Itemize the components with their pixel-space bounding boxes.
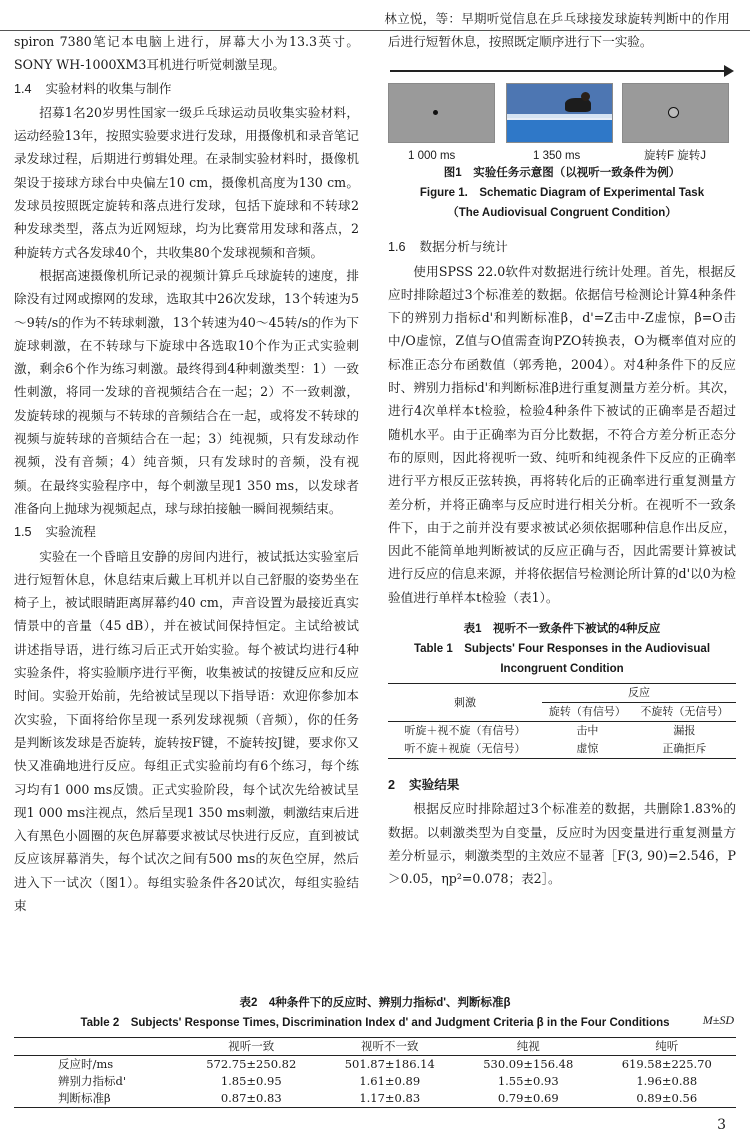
fixation-dot-icon bbox=[433, 110, 438, 115]
table-row bbox=[14, 1056, 736, 1074]
table-header-cell: 纯听 bbox=[598, 1038, 737, 1056]
table-cell: 击中 bbox=[576, 724, 599, 738]
table-cell: 1.17±0.83 bbox=[359, 1091, 421, 1105]
table-cell: 572.75±250.82 bbox=[206, 1057, 297, 1071]
stimulus-video-frame bbox=[506, 83, 613, 143]
section-title: 实验材料的收集与制作 bbox=[45, 80, 172, 96]
table-1-grid bbox=[388, 683, 736, 759]
right-column bbox=[388, 30, 736, 891]
table-cell: 听旋＋视不旋（有信号） bbox=[404, 724, 526, 738]
page-number: 3 bbox=[717, 1117, 726, 1133]
table-header-row bbox=[14, 1038, 736, 1056]
table-cell: 501.87±186.14 bbox=[344, 1057, 435, 1071]
table-tennis-table-shape bbox=[507, 118, 612, 143]
section-heading-1-6 bbox=[388, 235, 736, 259]
table-1-caption-en-sub: Incongruent Condition bbox=[500, 663, 624, 676]
table-row bbox=[14, 1090, 736, 1108]
table-header-cell: 视听不一致 bbox=[321, 1038, 460, 1056]
table-header-cell: 视听一致 bbox=[182, 1038, 321, 1056]
stimulus-duration-label: 1 350 ms bbox=[533, 150, 581, 163]
table-2 bbox=[14, 993, 736, 1108]
table-cell: 1.61±0.89 bbox=[359, 1074, 421, 1088]
paragraph: spiron 7380笔记本电脑上进行，屏幕大小为13.3英寸。SONY WH-1000XM3耳机进行听觉刺激呈现。 bbox=[14, 34, 359, 73]
table-cell: 1.55±0.93 bbox=[497, 1074, 559, 1088]
table-2-caption-cn: 表2 4种条件下的反应时、辨别力指标d'、判断标准β bbox=[239, 997, 511, 1009]
timeline-arrow-head-icon bbox=[724, 65, 734, 77]
table-cell: 正确拒斥 bbox=[662, 742, 707, 756]
table-cell: 虚惊 bbox=[576, 742, 599, 756]
paragraph: 根据反应时排除超过3个标准差的数据，共删除1.83%的数据。以刺激类型为自变量，反应时为因变量进行重复测量方差分析显示，刺激类型的主效应不显著［F(3, 90)=2.546，P＞0.05，ηp²=0.078；表2］。 bbox=[388, 801, 736, 887]
table-cell: 反应时/ms bbox=[58, 1057, 114, 1071]
response-keys-label: 旋转F 旋转J bbox=[644, 150, 706, 163]
table-1-caption-en: Table 1 Subjects' Four Responses in the Audiovisual bbox=[413, 643, 711, 656]
table-cell: 1.96±0.88 bbox=[636, 1074, 698, 1088]
running-title: 林立悦，等：早期听觉信息在乒乓球接发球旋转判断中的作用 bbox=[384, 11, 730, 26]
paragraph: 后进行短暂休息，按照既定顺序进行下一实验。 bbox=[388, 34, 653, 49]
section-title: 数据分析与统计 bbox=[419, 239, 508, 255]
paragraph: 实验在一个昏暗且安静的房间内进行，被试抵达实验室后进行短暂休息，休息结束后戴上耳机并以自己舒服的姿势坐在椅子上，被试眼睛距离屏幕约40 cm，声音设置为最接近真实情景中的音量（45 dB），并在被试间保持恒定。主试给被试讲述指导语，进行练习后正式开始实验。每个被试均进行4种实验条件，将实验顺序进行平衡，收集被试的按键反应和反应时间。实验开始前，先给被试呈现以下指导语：欢迎你参加本次实验，下面将给你呈现一系列发球视频（音频），你的任务是判断该发球是否旋转，旋转按F键，不旋转按J键，要求你又快又准确地进行反应。每组正式实验前均有6个练习，每个练习均有1 000 ms反馈。正式实验阶段，每个试次先给被试呈现1 000 ms注视点，然后呈现1 350 ms刺激，刺激结束后进入有黑色小圆圈的灰色屏幕要求被试尽快进行反应，直到被试反应该屏幕消失，每个试次之间有500 ms的灰色空屏，然后进入下一试次（图1）。每组实验条件各20试次，每组实验结束 bbox=[14, 548, 359, 913]
table-cell: 判断标准β bbox=[58, 1091, 111, 1105]
table-cell: 0.87±0.83 bbox=[220, 1091, 282, 1105]
table-cell: 辨别力指标d' bbox=[58, 1074, 127, 1088]
table-2-unit: M±SD bbox=[702, 1013, 734, 1027]
figure-caption-en: Figure 1. Schematic Diagram of Experimental Task bbox=[419, 187, 705, 200]
response-screen bbox=[622, 83, 729, 143]
section-title: 实验流程 bbox=[45, 524, 96, 540]
paragraph: 根据高速摄像机所记录的视频计算乒乓球旋转的速度，排除没有过网或擦网的发球，选取其中26次发球，13个转速为5～9转/s的作为不转球刺激，13个转速为40～45转/s的作为下旋球刺激，在不转球与下旋球中各选取10个作为正式实验刺激，剩余6个作为练习刺激。最终得到4种刺激类型：1）一致性刺激，将同一发球的音视频结合在一起；2）不一致刺激，发旋转球的视频与不转球的音频结合在一起，或将发不转球的视频与旋转球的音频结合在一起；3）纯视频，只有发球动作视频，没有音频；4）纯音频，只有发球时的音频，没有视频。在最终实验程序中，每个刺激呈现1 350 ms，以发球者准备向上抛球为视频起点，球与球拍接触一瞬间视频结束。 bbox=[14, 267, 359, 516]
running-header bbox=[0, 0, 750, 31]
table-header-response: 反应 bbox=[542, 684, 736, 703]
section-number: 2 bbox=[388, 778, 396, 793]
figure-caption-en-sub: （The Audiovisual Congruent Condition） bbox=[447, 207, 677, 220]
fixation-duration-label: 1 000 ms bbox=[408, 150, 456, 163]
timeline-arrow-line bbox=[390, 70, 728, 72]
table-cell: 619.58±225.70 bbox=[621, 1057, 712, 1071]
table-row bbox=[388, 722, 736, 741]
section-number: 1.4 bbox=[14, 81, 32, 96]
section-heading-2 bbox=[388, 773, 736, 797]
left-column bbox=[14, 30, 359, 917]
table-cell: 0.89±0.56 bbox=[636, 1091, 698, 1105]
table-cell: 听不旋＋视旋（无信号） bbox=[404, 742, 526, 756]
paragraph: 招募1名20岁男性国家一级乒乓球运动员收集实验材料，运动经验13年，按照实验要求进行发球，用摄像机和录音笔记录发球过程，后期进行剪辑处理。在录制实验材料时，摄像机架设于接球方球台中央偏左10 cm，摄像机高度为130 cm。发球员按照既定旋转和落点进行发球，包括下旋球和不转球2种发球类型，落点为近网短球，均为比赛常用发球和落点，2种旋转方式各发球40个，共收集80个发球视频和音频。 bbox=[14, 104, 359, 260]
table-1 bbox=[388, 619, 736, 759]
table-cell: 漏报 bbox=[673, 724, 696, 738]
section-title: 实验结果 bbox=[409, 777, 460, 793]
table-header-stim: 刺激 bbox=[388, 684, 542, 722]
table-cell: 530.09±156.48 bbox=[483, 1057, 574, 1071]
table-header-cell: 纯视 bbox=[459, 1038, 598, 1056]
figure-1 bbox=[388, 63, 736, 235]
paragraph: 使用SPSS 22.0软件对数据进行统计处理。首先，根据反应时排除超过3个标准差的数据。依据信号检测论计算4种条件下的辨别力指标d'和判断标准β，d'=Z击中-Z虚惊，β=O击中/O虚惊，Z值与O值需查询PZO转换表，O为概率值对应的标准正态分布函数值（郭秀艳，2004）。对4种条件下的反应时、辨别力指标d'和判断标准β进行重复测量方差分析。其次，进行4次单样本t检验，检验4种条件下被试的正确率是否超过随机水平。由于正确率为百分比数据，不符合方差分析正态分布的原则，因此将视听一致、纯听和纯视条件下反应的正确率进行平方根反正弦转换，再将转化后的正确率进行重复测量方差分析，并将正确率与反应时进行相关分析。在视听不一致条件下，由于之前并没有要求被试必须依据哪种信息作出反应，因此不能简单地判断被试的反应正确与否，因此需要计算被试进行反应的信息来源，并将依据信号检测论所计算的d'以0为检验值进行单样本t检验（表1）。 bbox=[388, 263, 736, 605]
section-number: 1.5 bbox=[14, 525, 32, 540]
section-heading-1-5 bbox=[14, 520, 359, 544]
fixation-screen bbox=[388, 83, 495, 143]
table-header-spin: 旋转（有信号） bbox=[542, 703, 633, 722]
section-heading-1-4 bbox=[14, 77, 359, 101]
table-2-grid bbox=[14, 1037, 736, 1108]
section-number: 1.6 bbox=[388, 240, 406, 255]
table-row bbox=[14, 1073, 736, 1090]
table-cell: 0.79±0.69 bbox=[497, 1091, 559, 1105]
table-header-nospin: 不旋转（无信号） bbox=[633, 703, 736, 722]
figure-caption-cn: 图1 实验任务示意图（以视听一致条件为例） bbox=[443, 167, 681, 180]
table-header-cell bbox=[14, 1038, 182, 1056]
response-circle-icon bbox=[668, 107, 679, 118]
table-1-caption-cn: 表1 视听不一致条件下被试的4种反应 bbox=[463, 623, 661, 636]
table-cell: 1.85±0.95 bbox=[220, 1074, 282, 1088]
table-2-caption-en: Table 2 Subjects' Response Times, Discrimination Index d' and Judgment Criteria β in the Four Conditions bbox=[80, 1017, 670, 1029]
table-row bbox=[388, 740, 736, 759]
